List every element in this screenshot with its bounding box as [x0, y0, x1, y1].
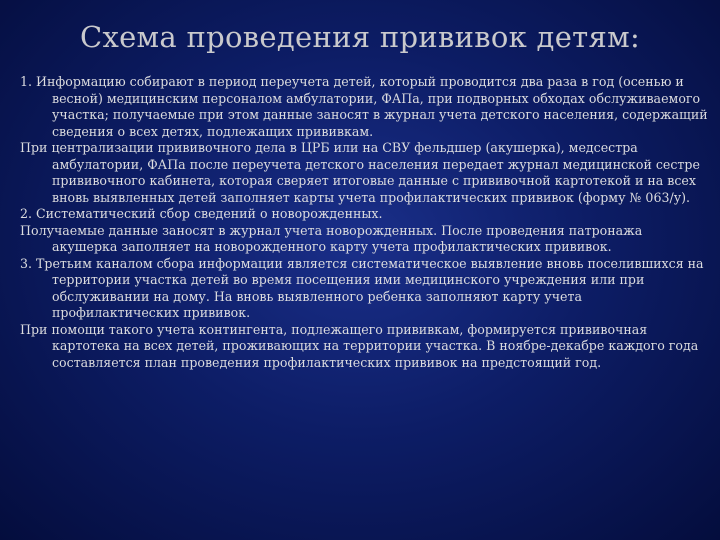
slide-body: [20, 74, 710, 371]
paragraph-2-newborn-collection: 2. Систематический сбор сведений о новорожденных.: [20, 206, 383, 221]
slide-title: Схема проведения прививок детям:: [79, 20, 641, 54]
paragraph-newborn-journal: Получаемые данные заносят в журнал учета новорожденных. После проведения патронажа акушерка заполняет на новорожденного карту учета профилактических прививок.: [20, 222, 643, 254]
paragraph-3-third-channel: 3. Третьим каналом сбора информации является систематическое выявление вновь поселившихся на территории участка детей во время посещения ими медицинского учреждения или при обслуживании на дому. На вновь выявленного ребенка заполняют карту учета профилактических прививок.: [20, 255, 704, 320]
paragraph-card-index: При помощи такого учета контингента, подлежащего прививкам, формируется прививочная картотека на всех детей, проживающих на территории участка. В ноябре-декабре каждого года составляется план проведения профилактических прививок на предстоящий год.: [20, 321, 699, 370]
paragraph-centralization: При централизации прививочного дела в ЦРБ или на СВУ фельдшер (акушерка), медсестра амбулатории, ФАПа после переучета детского населения передает журнал медицинской сестре прививочного кабинета, которая сверяет итоговые данные с прививочной картотекой и на всех вновь выявленных детей заполняет карты учета профилактических прививок (форму № 063/у).: [20, 140, 700, 205]
paragraph-1-info-collection: 1. Информацию собирают в период переучета детей, который проводится два раза в год (осенью и весной) медицинским персоналом амбулатории, ФАПа, при подворных обходах обслуживаемого участка; получаемые при этом данные заносят в журнал учета детского населения, содержащий сведения о всех детях, подлежащих прививкам.: [20, 74, 708, 139]
